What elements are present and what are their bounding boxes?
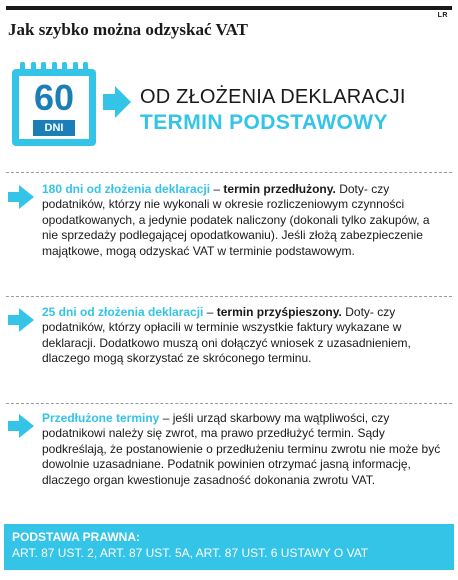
lead-line-2: TERMIN PODSTAWOWY (140, 111, 388, 134)
item-highlight: 180 dni od złożenia deklaracji (42, 182, 211, 196)
item-body: Doty- czy podatników, którzy opłacili w terminie wszystkie faktury wykazane w deklaracji. Dodatkowo muszą oni dołączyć wniosek z uzasadnieniem, dlaczego mogą skorzystać ze skróconego terminu. (42, 305, 411, 366)
arrow-right-icon (8, 184, 34, 210)
item-highlight: Przedłużone terminy (42, 411, 160, 425)
item-text (42, 305, 444, 367)
item-body: jeśli urząd skarbowy ma wątpliwości, czy podatnikowi należy się zwrot, ma prawo przedłużyć termin. Sądy podkreślają, że postanowienie o przedłużeniu terminu zwrotu nie może być dowolnie uzasadniane. Podatnik powinien otrzymać jasną informację, dlaczego organ kwestionuje zasadność dokonania zwrotu VAT. (42, 411, 441, 487)
item-text (42, 411, 444, 488)
item-text (42, 182, 444, 259)
item-separator: – (203, 305, 217, 319)
lead-line-1: OD ZŁOŻENIA DEKLARACJI (140, 86, 406, 108)
divider (6, 172, 452, 173)
legal-basis-box (4, 524, 454, 570)
item-highlight: 25 dni od złożenia deklaracji (42, 305, 204, 319)
calendar-unit: DNI (33, 120, 75, 136)
item-strong: termin przyśpieszony. (216, 305, 342, 319)
brand-logo: LR (437, 12, 448, 19)
legal-title: PODSTAWA PRAWNA: (12, 530, 140, 544)
divider (6, 296, 452, 297)
item-strong: termin przedłużony. (223, 182, 336, 196)
calendar-number: 60 (33, 77, 75, 118)
top-rule (6, 6, 452, 10)
item-separator: – (210, 182, 224, 196)
legal-body: ART. 87 UST. 2, ART. 87 UST. 5A, ART. 87 UST. 6 USTAWY O VAT (12, 546, 369, 560)
divider (6, 403, 452, 404)
arrow-right-icon (8, 307, 34, 333)
calendar-page (19, 76, 89, 139)
arrow-right-icon (8, 413, 34, 439)
arrow-right-icon (103, 84, 131, 120)
calendar-icon (12, 62, 96, 146)
headline: Jak szybko można odzyskać VAT (8, 20, 248, 39)
item-body: Doty- czy podatników, którzy nie wykonali w okresie rozliczeniowym czynności opodatkowanych, a jedynie podatek naliczony (dokonali tylko zakupów, a nie sprzedaży podlegającej opodatkowaniu). Jeśli złożą zabezpieczenie majątkowe, mogą odzyskać VAT w terminie podstawowym. (42, 182, 430, 258)
item-separator: – (159, 411, 173, 425)
calendar-frame (12, 69, 96, 146)
